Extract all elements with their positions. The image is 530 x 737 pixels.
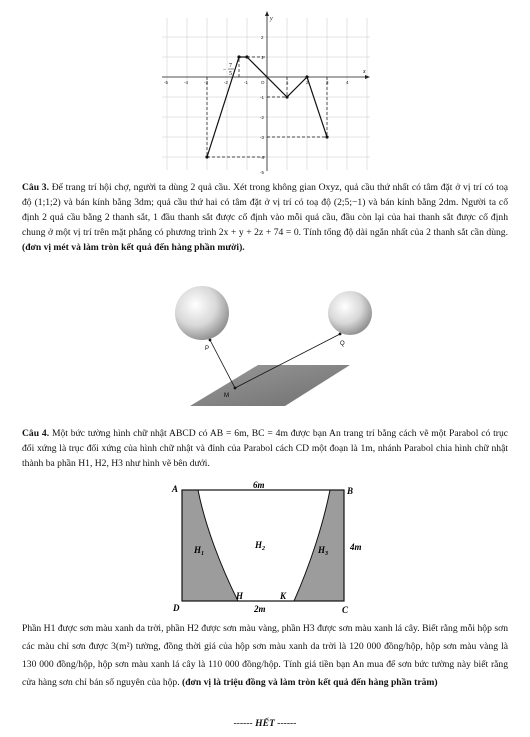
label-h1: $H_1$ bbox=[194, 545, 205, 557]
y-axis-label: y bbox=[270, 16, 273, 22]
function-graph bbox=[160, 8, 372, 176]
question-3-text: Để trang trí hội chợ, người ta dùng 2 quả cầu. Xét trong không gian Oxyz, quả cầu thứ nhất có tâm đặt ở vị trí có toạ độ (1;1;2) và bán kính bằng 3dm; quả cầu thứ hai có tâm đặt ở vị trí có toạ độ (2;5;−1) và bán kính bằng 2dm. Người ta cố định 2 quả cầu bằng 2 thanh sắt, 1 đầu thanh sắt được cố định vào mỗi quả cầu, đầu còn lại của hai thanh sắt được cố định chung ở một vị trí trên mặt phẳng có phương trình 2x + y + 2z + 74 = 0. Tính tổng độ dài ngắn nhất của 2 thanh sắt cần dùng. bbox=[22, 182, 508, 238]
y-tick: -1 bbox=[260, 95, 265, 100]
vertex-c: C bbox=[342, 605, 349, 615]
question-3 bbox=[22, 180, 508, 255]
x-tick: -4 bbox=[184, 80, 189, 85]
y-tick: -5 bbox=[260, 170, 265, 175]
point-k: K bbox=[280, 591, 287, 601]
x-tick: -3 bbox=[204, 80, 209, 85]
x-axis-label: x bbox=[363, 69, 366, 75]
y-tick: -4 bbox=[260, 155, 265, 160]
point-h: H bbox=[236, 591, 244, 601]
label-h3: $H_3$ bbox=[318, 545, 329, 557]
vertex-b: B bbox=[347, 486, 354, 496]
length-ab: 6m bbox=[253, 480, 265, 490]
end-marker: ------ HẾT ------ bbox=[233, 718, 297, 729]
question-3-note: (đơn vị mét và làm tròn kết quả đến hàng phần mười). bbox=[22, 242, 245, 253]
origin-label: O bbox=[261, 80, 265, 85]
question-4 bbox=[22, 426, 508, 471]
x-tick: 1 bbox=[286, 80, 289, 85]
question-4-text: Một bức tường hình chữ nhật ABCD có AB = 6m, BC = 4m được bạn An trang trí bằng cách vẽ một Parabol có trục đối xứng là trục đối xứng của hình chữ nhật và đỉnh của Parabol cách CD một đoạn là 1m, nhánh Parabol chia hình chữ nhật thành ba phần H1, H2, H3 như hình vẽ bên dưới. bbox=[22, 428, 509, 469]
point-q bbox=[339, 333, 342, 336]
wall-figure bbox=[170, 480, 375, 620]
vertex-d: D bbox=[173, 603, 180, 613]
question-4-part-2 bbox=[22, 620, 508, 692]
label-q: Q bbox=[340, 341, 345, 347]
x-axis-arrow bbox=[365, 75, 370, 79]
length-hk: 2m bbox=[254, 604, 266, 614]
region-h1 bbox=[182, 490, 238, 601]
fraction-numerator: 7 bbox=[229, 63, 232, 69]
y-axis-arrow bbox=[265, 11, 269, 16]
x-tick: -5 bbox=[164, 80, 169, 85]
length-bc: 4m bbox=[350, 542, 362, 552]
x-tick: 4 bbox=[346, 80, 349, 85]
question-4-label: Câu 4. bbox=[22, 428, 50, 439]
label-h2: $H_2$ bbox=[255, 540, 266, 552]
y-tick: -2 bbox=[260, 115, 265, 120]
y-tick: -3 bbox=[260, 135, 265, 140]
label-m: M bbox=[224, 393, 229, 399]
sphere-1 bbox=[175, 286, 229, 340]
label-p: P bbox=[205, 346, 210, 352]
x-tick: -1 bbox=[244, 80, 249, 85]
fraction-denominator: 5 bbox=[229, 71, 232, 77]
x-tick: 3 bbox=[326, 80, 329, 85]
graph-grid bbox=[162, 18, 370, 170]
question-4-note: (đơn vị là triệu đồng và làm tròn kết quả đến hàng phần trăm) bbox=[182, 677, 438, 688]
plane bbox=[190, 365, 350, 406]
point-p bbox=[209, 339, 212, 342]
y-tick: 1 bbox=[261, 55, 264, 60]
y-tick: 2 bbox=[261, 35, 264, 40]
x-tick: -2 bbox=[224, 80, 229, 85]
x-tick: 2 bbox=[306, 80, 309, 85]
neg-sign: − bbox=[223, 67, 227, 73]
vertex-a: A bbox=[172, 484, 179, 494]
sphere-2 bbox=[328, 291, 372, 335]
question-4-text-2: Phần H1 được sơn màu xanh da trời, phần H2 được sơn màu vàng, phần H3 được sơn màu xanh lá cây. Biết rằng mỗi hộp sơn các màu chỉ sơn được 3(m²) tường, đồng thời giá của hộp sơn màu xanh da trời là 120 000 đồng/hộp, hộp sơn màu vàng là 130 000 đồng/hộp, hộp sơn màu xanh lá cây là 110 000 đồng/hộp. Tính giá tiền bạn An mua để sơn bức tường này biết rằng cửa hàng sơn chỉ bán số nguyên của hộp. bbox=[22, 623, 508, 688]
rod-pm bbox=[210, 340, 235, 388]
question-3-label: Câu 3. bbox=[22, 182, 49, 193]
point-m bbox=[234, 387, 237, 390]
spheres-figure bbox=[150, 285, 390, 425]
